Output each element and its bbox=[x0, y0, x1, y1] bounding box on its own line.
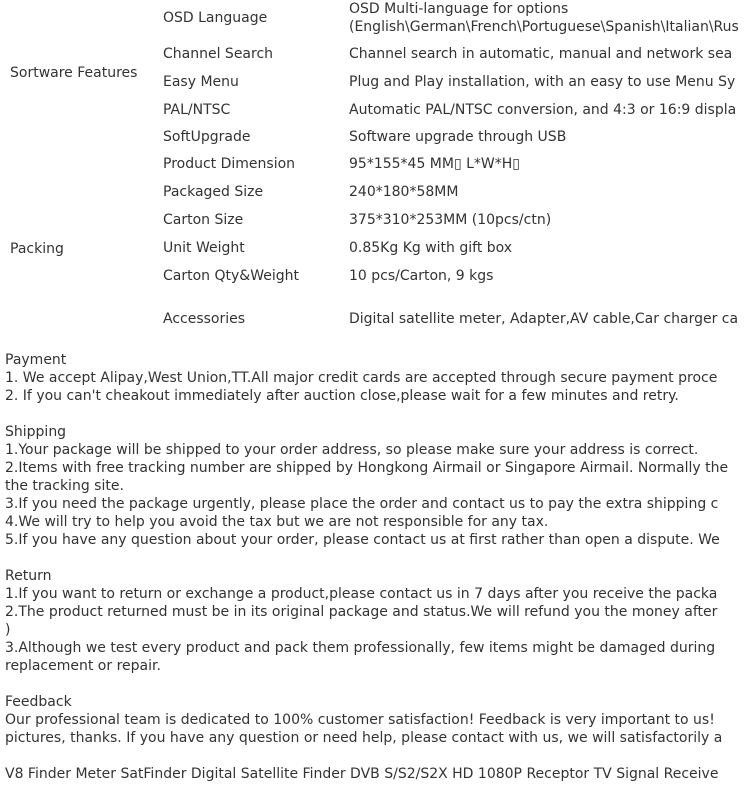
product-title: V8 Finder Meter SatFinder Digital Satellite Finder DVB S/S2/S2X HD 1080P Receptor TV Signal Receive bbox=[5, 766, 719, 782]
payment-title: Payment bbox=[5, 352, 67, 368]
payment-line: 2. If you can't cheakout immediately after auction close,please wait for a few minutes and retry. bbox=[5, 388, 679, 404]
spec-key-channel-search: Channel Search bbox=[163, 46, 274, 62]
policy-notes bbox=[5, 351, 750, 765]
spec-value-pal-ntsc: Automatic PAL/NTSC conversion, and 4:3 or 16:9 displa bbox=[349, 102, 737, 118]
spec-key-packaged-size: Packaged Size bbox=[163, 184, 264, 200]
spec-key-product-dimension: Product Dimension bbox=[163, 156, 296, 172]
return-section bbox=[5, 567, 750, 675]
spec-key-osd-language: OSD Language bbox=[163, 10, 268, 26]
shipping-title: Shipping bbox=[5, 424, 67, 440]
spec-value-carton-qty-weight: 10 pcs/Carton, 9 kgs bbox=[349, 268, 494, 284]
category-software-features: Sortware Features bbox=[10, 65, 138, 81]
return-line: 1.If you want to return or exchange a product,please contact us in 7 days after you receive the packa bbox=[5, 586, 718, 602]
spec-key-unit-weight: Unit Weight bbox=[163, 240, 245, 256]
shipping-line: 2.Items with free tracking number are shipped by Hongkong Airmail or Singapore Airmail. Normally the bbox=[5, 460, 729, 476]
spec-value-accessories: Digital satellite meter, Adapter,AV cable,Car charger ca bbox=[349, 311, 739, 327]
return-line: 3.Although we test every product and pack them professionally, few items might be damaged during bbox=[5, 640, 716, 656]
spec-key-pal-ntsc: PAL/NTSC bbox=[163, 102, 231, 118]
spec-value-carton-size: 375*310*253MM (10pcs/ctn) bbox=[349, 212, 552, 228]
return-line: ) bbox=[5, 622, 11, 638]
shipping-line: 4.We will try to help you avoid the tax but we are not responsible for any tax. bbox=[5, 514, 549, 530]
spec-key-carton-size: Carton Size bbox=[163, 212, 244, 228]
spec-value-product-dimension: 95*155*45 MM▯ L*W*H▯ bbox=[349, 156, 520, 172]
feedback-section bbox=[5, 693, 750, 747]
spec-value-unit-weight: 0.85Kg Kg with gift box bbox=[349, 240, 513, 256]
spec-key-softupgrade: SoftUpgrade bbox=[163, 129, 251, 145]
feedback-line: Our professional team is dedicated to 100% customer satisfaction! Feedback is very important to us! bbox=[5, 712, 715, 728]
shipping-section bbox=[5, 423, 750, 549]
shipping-line: 1.Your package will be shipped to your order address, so please make sure your address is correct. bbox=[5, 442, 699, 458]
spec-value-channel-search: Channel search in automatic, manual and network sea bbox=[349, 46, 733, 62]
spec-value-easy-menu: Plug and Play installation, with an easy to use Menu Sy bbox=[349, 74, 736, 90]
spec-table bbox=[0, 0, 750, 340]
spec-value-osd-language-line2: (English\German\French\Portuguese\Spanish\Italian\Rus bbox=[349, 19, 739, 35]
payment-section bbox=[5, 351, 750, 405]
category-packing: Packing bbox=[10, 241, 64, 257]
return-title: Return bbox=[5, 568, 52, 584]
spec-value-packaged-size: 240*180*58MM bbox=[349, 184, 459, 200]
feedback-line: pictures, thanks. If you have any question or need help, please contact with us, we will satisfactorily a bbox=[5, 730, 723, 746]
return-line: 2.The product returned must be in its original package and status.We will refund you the money after bbox=[5, 604, 718, 620]
spec-key-accessories: Accessories bbox=[163, 311, 246, 327]
spec-value-osd-language-line1: OSD Multi-language for options bbox=[349, 1, 569, 17]
shipping-line: 3.If you need the package urgently, please place the order and contact us to pay the extra shipping c bbox=[5, 496, 719, 512]
spec-key-carton-qty-weight: Carton Qty&Weight bbox=[163, 268, 299, 284]
spec-key-easy-menu: Easy Menu bbox=[163, 74, 239, 90]
return-line: replacement or repair. bbox=[5, 658, 161, 674]
shipping-line: 5.If you have any question about your order, please contact us at first rather than open a dispute. We bbox=[5, 532, 720, 548]
shipping-line: the tracking site. bbox=[5, 478, 124, 494]
feedback-title: Feedback bbox=[5, 694, 72, 710]
spec-value-softupgrade: Software upgrade through USB bbox=[349, 129, 567, 145]
payment-line: 1. We accept Alipay,West Union,TT.All major credit cards are accepted through secure payment proce bbox=[5, 370, 718, 386]
